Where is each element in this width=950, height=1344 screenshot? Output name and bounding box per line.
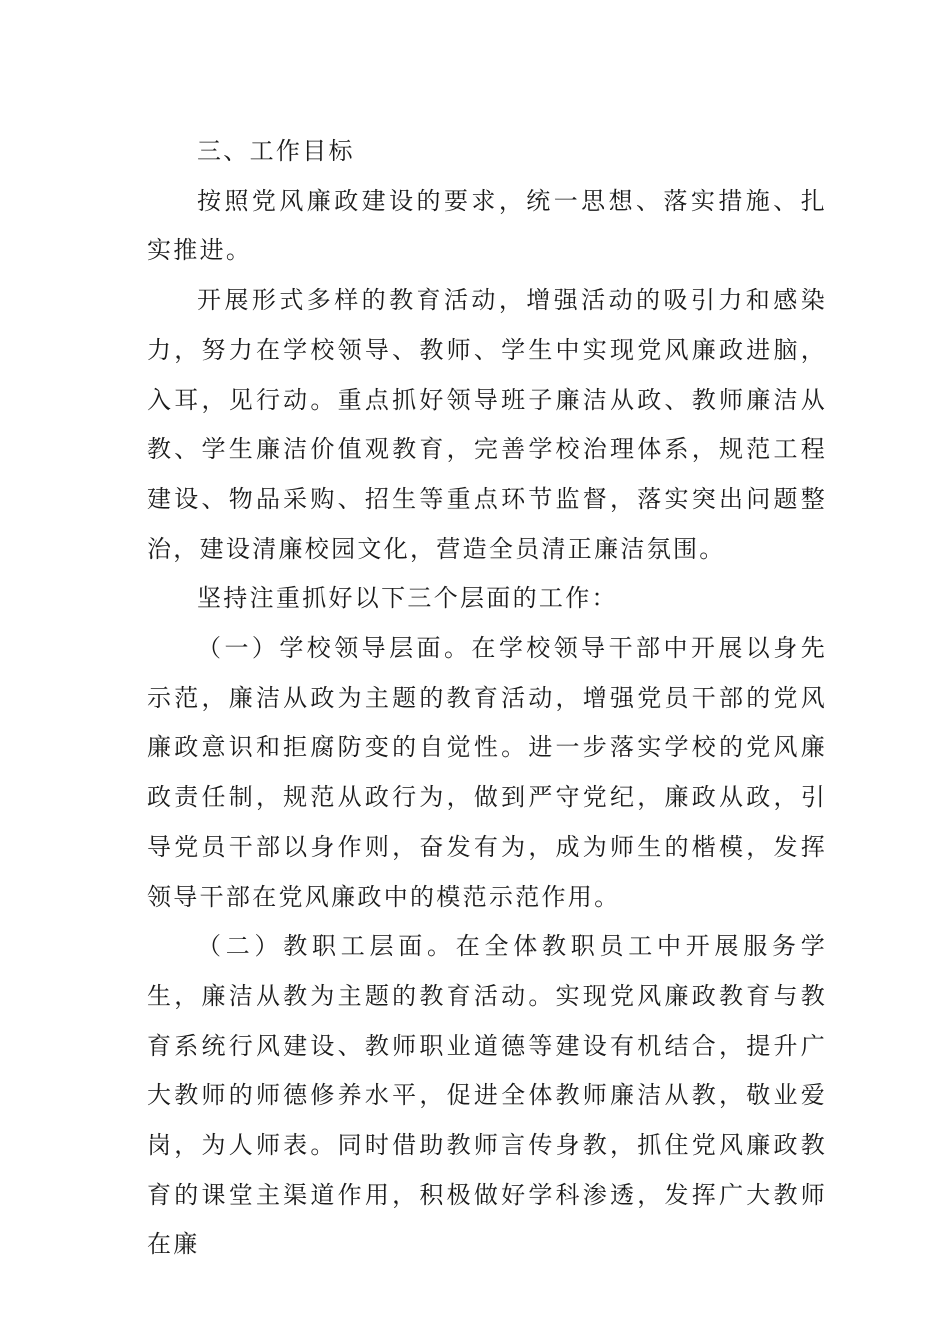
section-heading: 三、工作目标 xyxy=(197,137,355,165)
paragraph-goal-intro: 按照党风廉政建设的要求，统一思想、落实措施、扎实推进。 xyxy=(147,186,827,265)
paragraph-education-activities: 开展形式多样的教育活动，增强活动的吸引力和感染力，努力在学校领导、教师、学生中实现党风廉政进脑，入耳，见行动。重点抓好领导班子廉洁从政、教师廉洁从教、学生廉洁价值观教育，完善学校治理体系，规范工程建设、物品采购、招生等重点环节监督，落实突出问题整治，建设清廉校园文化，营造全员清正廉洁氛围。 xyxy=(147,286,827,563)
paragraph-leadership-level: （一）学校领导层面。在学校领导干部中开展以身先示范，廉洁从政为主题的教育活动，增强党员干部的党风廉政意识和拒腐防变的自觉性。进一步落实学校的党风廉政责任制，规范从政行为，做到严守党纪，廉政从政，引导党员干部以身作则，奋发有为，成为师生的楷模，发挥领导干部在党风廉政中的模范示范作用。 xyxy=(147,634,827,911)
paragraph-three-levels: 坚持注重抓好以下三个层面的工作： xyxy=(197,584,618,613)
document-body xyxy=(147,127,827,1270)
paragraph-staff-level: （二）教职工层面。在全体教职员工中开展服务学生，廉洁从教为主题的教育活动。实现党风廉政教育与教育系统行风建设、教师职业道德等建设有机结合，提升广大教师的师德修养水平，促进全体教师廉洁从教，敬业爱岗，为人师表。同时借助教师言传身教，抓住党风廉政教育的课堂主渠道作用，积极做好学科渗透，发挥广大教师在廉 xyxy=(147,932,827,1259)
